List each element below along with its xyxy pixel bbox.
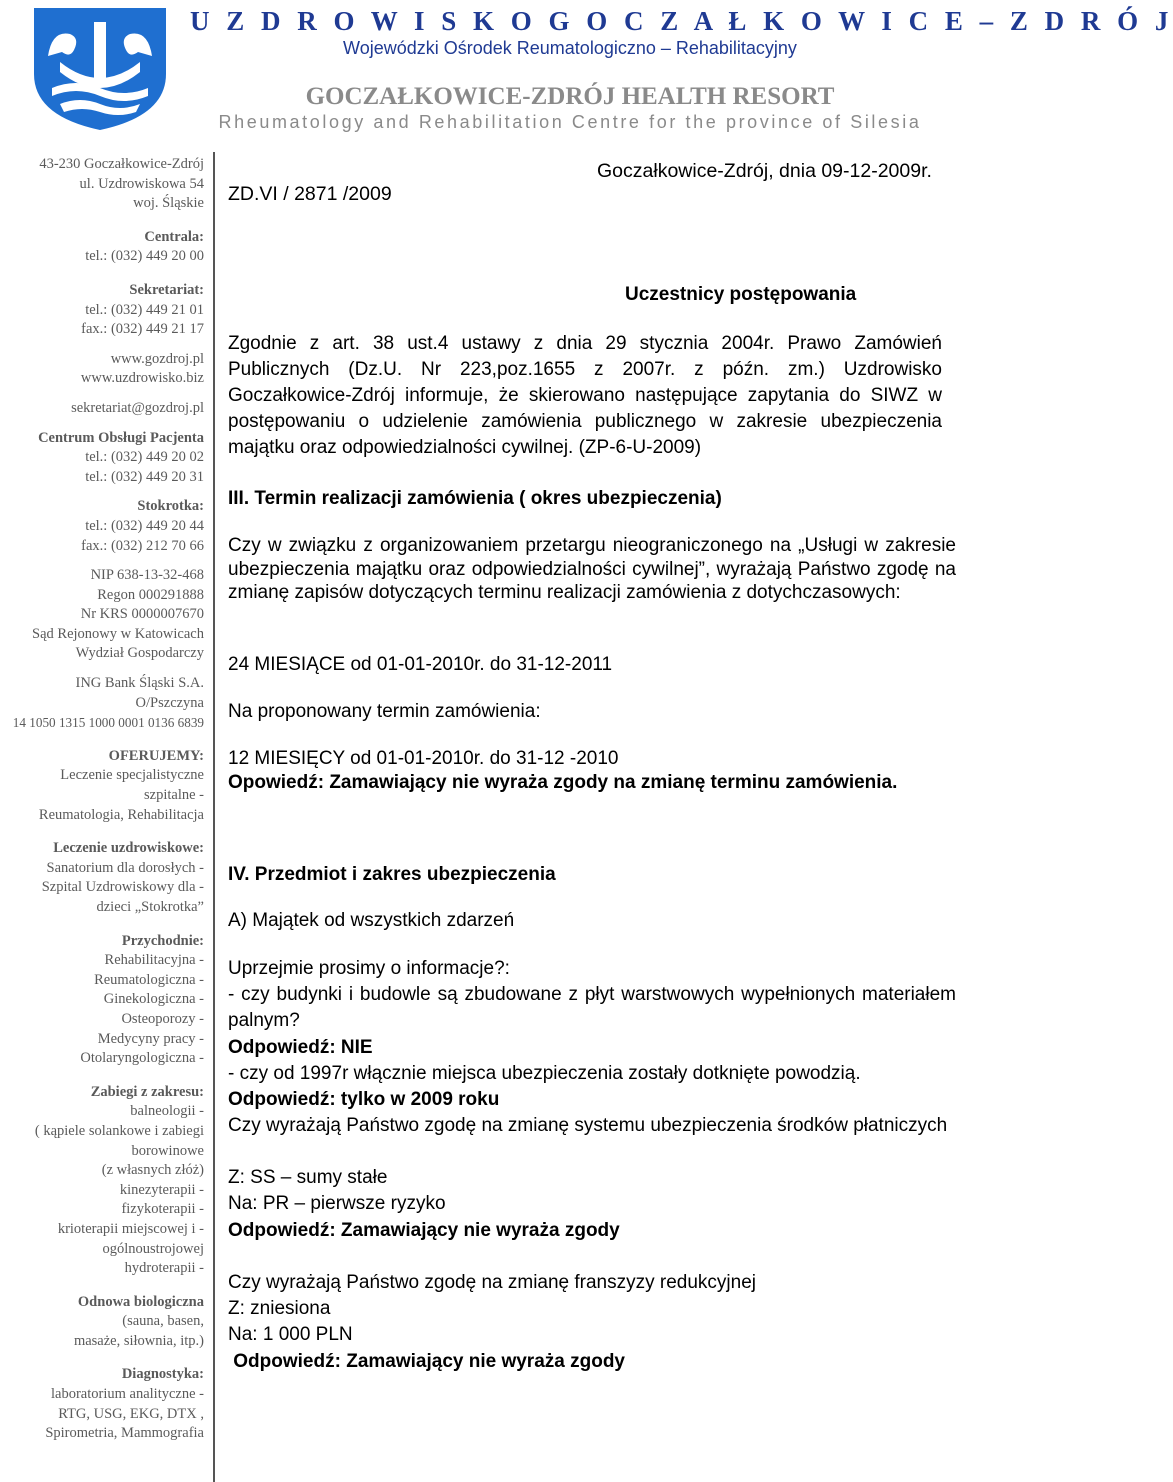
procedure-line: ogólnoustrojowej: [102, 1240, 204, 1257]
centrala-phone: tel.: (032) 449 20 00: [85, 248, 204, 265]
answer-4: Odpowiedź: Zamawiający nie wyraża zgody: [228, 1351, 625, 1372]
treatment-line: dzieci „Stokrotka”: [96, 899, 204, 915]
offer-line: Reumatologia, Rehabilitacja: [38, 806, 204, 823]
procedure-line: ( kąpiele solankowe i zabiegi: [34, 1122, 204, 1139]
website-link[interactable]: www.gozdroj.pl: [110, 350, 204, 367]
current-term: 24 MIESIĄCE od 01-01-2010r. do 31-12-2011: [228, 654, 613, 675]
clinic-line: Rehabilitacyjna -: [104, 952, 204, 969]
treatment-line: Sanatorium dla dorosłych -: [46, 859, 204, 876]
odnowa-heading: Odnowa biologiczna: [77, 1293, 204, 1310]
section-4-title: IV. Przedmiot i zakres ubezpieczenia: [228, 864, 556, 885]
procedure-line: hydroterapii -: [124, 1260, 204, 1277]
address-line: ul. Uzdrowiskowa 54: [79, 175, 204, 192]
cop-phone: tel.: (032) 449 20 31: [85, 468, 204, 485]
email-link[interactable]: sekretariat@gozdroj.pl: [71, 399, 204, 416]
sekretariat-heading: Sekretariat:: [129, 281, 204, 298]
wellness-line: (sauna, basen,: [122, 1313, 204, 1330]
procedure-line: balneologii -: [130, 1103, 204, 1120]
proposed-term: 12 MIESIĘCY od 01-01-2010r. do 31-12 -2010: [228, 748, 619, 769]
address-block: [0, 155, 204, 214]
resort-name: U Z D R O W I S K O G O C Z A Ł K O W I C E – Z D R Ó J: [190, 6, 1173, 36]
address-line: 43-230 Goczałkowice-Zdrój: [39, 156, 204, 172]
place-and-date: Goczałkowice-Zdrój, dnia 09-12-2009r.: [597, 160, 932, 182]
question-2: - czy od 1997r włącznie miejsca ubezpieczenia zostały dotknięte powodzią.: [228, 1063, 861, 1084]
intro-paragraph: Zgodnie z art. 38 ust.4 ustawy z dnia 29 stycznia 2004r. Prawo Zamówień Publicznych (Dz.U. Nr 223,poz.1655 z 2007r. z późn. zm.) Uzdrowisko Goczałkowice-Zdrój informuje, że skierowano następujące zapytania do SIWZ w postępowaniu o udzielenie zamówienia publicznego w zakresie ubezpieczenia majątku oraz odpowiedzialności cywilnej. (ZP-6-U-2009): [228, 333, 942, 458]
section-3-answer: Opowiedź: Zamawiający nie wyraża zgody na zmianę terminu zamówienia.: [228, 772, 898, 793]
bank-line: ING Bank Śląski S.A.: [75, 675, 204, 692]
bank-line: O/Pszczyna: [135, 694, 204, 711]
uzdrowiskowe-heading: Leczenie uzdrowiskowe:: [53, 840, 204, 857]
question-3: Czy wyrażają Państwo zgodę na zmianę systemu ubezpieczenia środków płatniczych: [228, 1115, 948, 1136]
stokrotka-fax: fax.: (032) 212 70 66: [81, 537, 204, 554]
answer-3: Odpowiedź: Zamawiający nie wyraża zgody: [228, 1220, 620, 1241]
address-line: woj. Śląskie: [133, 195, 204, 212]
registry-line: NIP 638-13-32-468: [90, 567, 204, 584]
proposed-term-label: Na proponowany termin zamówienia:: [228, 701, 541, 722]
offer-line: szpitalne -: [144, 787, 204, 804]
section-3-question: Czy w związku z organizowaniem przetargu nieograniczonego na „Usługi w zakresie ubezpieczenia majątku oraz odpowiedzialności cywilnej”, wyrażają Państwo zgodę na zmianę zapisów dotyczących terminu realizacji zamówienia z dotychczasowych:: [228, 535, 956, 603]
procedure-line: kinezyterapii -: [119, 1181, 204, 1198]
cop-phone: tel.: (032) 449 20 02: [85, 449, 204, 466]
diagnostics-line: laboratorium analityczne -: [51, 1386, 204, 1403]
stokrotka-heading: Stokrotka:: [137, 498, 204, 515]
procedure-line: krioterapii miejscowej i -: [57, 1220, 204, 1237]
section-4-subtitle: A) Majątek od wszystkich zdarzeń: [228, 910, 515, 931]
diagnostics-line: RTG, USG, EKG, DTX ,: [58, 1405, 204, 1422]
question-3-to: Na: PR – pierwsze ryzyko: [228, 1193, 446, 1214]
cop-heading: Centrum Obsługi Pacjenta: [38, 429, 204, 446]
sekretariat-phone: tel.: (032) 449 21 01: [85, 301, 204, 318]
registry-line: Wydział Gospodarczy: [75, 645, 204, 662]
sidebar-divider: [213, 152, 215, 1482]
przychodnie-heading: Przychodnie:: [121, 932, 204, 949]
centrala-heading: Centrala:: [144, 228, 204, 245]
zabiegi-heading: Zabiegi z zakresu:: [90, 1083, 204, 1100]
clinic-line: Reumatologiczna -: [94, 971, 204, 988]
questions-intro: Uprzejmie prosimy o informacje?:: [228, 958, 510, 979]
clinic-line: Otolaryngologiczna -: [80, 1050, 204, 1067]
sekretariat-fax: fax.: (032) 449 21 17: [81, 321, 204, 338]
recipient: Uczestnicy postępowania: [625, 284, 857, 305]
clinic-line: Ginekologiczna -: [103, 991, 204, 1008]
bank-account-number: 14 1050 1315 1000 0001 0136 6839: [12, 715, 204, 731]
resort-logo: [30, 4, 170, 132]
question-3-from: Z: SS – sumy stałe: [228, 1167, 388, 1188]
registry-line: Regon 000291888: [97, 586, 204, 603]
diagnostyka-heading: Diagnostyka:: [121, 1366, 204, 1383]
answer-1: Odpowiedź: NIE: [228, 1037, 373, 1058]
answer-2: Odpowiedź: tylko w 2009 roku: [228, 1089, 500, 1110]
resort-subtitle: Wojewódzki Ośrodek Reumatologiczno – Rehabilitacyjny: [343, 38, 797, 58]
procedure-line: borowinowe: [131, 1142, 204, 1159]
website-link[interactable]: www.uzdrowisko.biz: [80, 370, 204, 387]
registry-line: Nr KRS 0000007670: [80, 606, 204, 623]
question-4-from: Z: zniesiona: [228, 1298, 331, 1319]
clinic-line: Medycyny pracy -: [97, 1030, 204, 1047]
question-4-to: Na: 1 000 PLN: [228, 1324, 353, 1345]
registry-line: Sąd Rejonowy w Katowicach: [32, 625, 204, 642]
offer-line: Leczenie specjalistyczne: [60, 767, 204, 784]
resort-english-name: GOCZAŁKOWICE-ZDRÓJ HEALTH RESORT: [305, 83, 835, 110]
procedure-line: (z własnych złóż): [101, 1162, 204, 1179]
treatment-line: Szpital Uzdrowiskowy dla -: [41, 879, 204, 896]
stokrotka-phone: tel.: (032) 449 20 44: [85, 517, 204, 534]
section-3-title: III. Termin realizacji zamówienia ( okres ubezpieczenia): [228, 488, 722, 509]
oferujemy-heading: OFERUJEMY:: [108, 747, 204, 764]
procedure-line: fizykoterapii -: [121, 1201, 204, 1218]
reference-number: ZD.VI / 2871 /2009: [228, 183, 392, 205]
question-4: Czy wyrażają Państwo zgodę na zmianę franszyzy redukcyjnej: [228, 1272, 757, 1293]
clinic-line: Osteoporozy -: [121, 1010, 204, 1027]
diagnostics-line: Spirometria, Mammografia: [45, 1425, 204, 1442]
resort-english-subtitle: Rheumatology and Rehabilitation Centre for the province of Silesia: [218, 112, 922, 132]
wellness-line: masaże, siłownia, itp.): [73, 1332, 204, 1349]
question-1: - czy budynki i budowle są zbudowane z płyt warstwowych wypełnionych materiałem palnym?: [228, 984, 956, 1031]
contact-sidebar: [0, 155, 204, 1444]
